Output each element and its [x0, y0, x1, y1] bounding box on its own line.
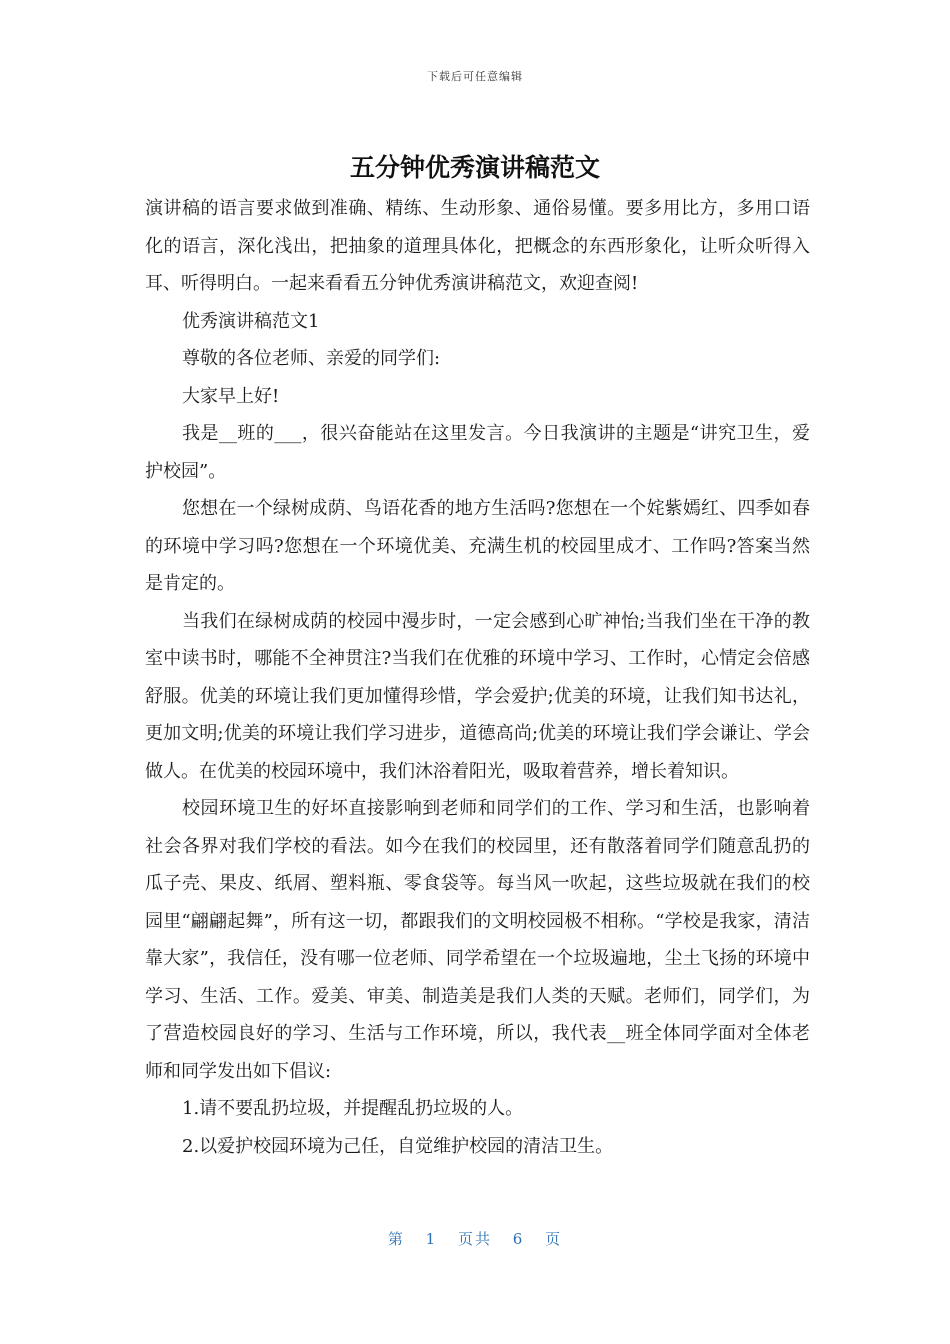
paragraph-questions: 您想在一个绿树成荫、鸟语花香的地方生活吗?您想在一个姹紫嫣红、四季如春的环境中学习吗?您想在一个环境优美、充满生机的校园里成才、工作吗?答案当然是肯定的。 [145, 498, 810, 594]
paragraph-proposal-1: 1.请不要乱扔垃圾，并提醒乱扔垃圾的人。 [182, 1098, 524, 1119]
paragraph-salutation: 尊敬的各位老师、亲爱的同学们: [182, 348, 441, 369]
paragraph-benefits: 当我们在绿树成荫的校园中漫步时，一定会感到心旷神怡;当我们坐在干净的教室中读书时，哪能不全神贯注?当我们在优雅的环境中学习、工作时，心情定会倍感舒服。优美的环境让我们更加懂得珍惜，学会爱护;优美的环境，让我们知书达礼，更加文明;优美的环境让我们学习进步，道德高尚;优美的环境让我们学会谦让、学会做人。在优美的校园环境中，我们沐浴着阳光，吸取着营养，增长着知识。 [145, 610, 810, 782]
paragraph-section-heading: 优秀演讲稿范文1 [182, 310, 320, 332]
page-number-footer: 第 1 页共 6 页 [387, 1230, 563, 1248]
header-note: 下载后可任意编辑 [427, 70, 523, 83]
document-title: 五分钟优秀演讲稿范文 [349, 153, 600, 182]
paragraph-greeting: 大家早上好! [182, 385, 280, 407]
paragraph-proposal-2: 2.以爱护校园环境为己任，自觉维护校园的清洁卫生。 [182, 1135, 614, 1157]
paragraph-problem: 校园环境卫生的好坏直接影响到老师和同学们的工作、学习和生活，也影响着社会各界对我们学校的看法。如今在我们的校园里，还有散落着同学们随意乱扔的瓜子壳、果皮、纸屑、塑料瓶、零食袋等。每当风一吹起，这些垃圾就在我们的校园里“翩翩起舞”，所有这一切，都跟我们的文明校园极不相称。“学校是我家，清洁靠大家”，我信任，没有哪一位老师、同学希望在一个垃圾遍地，尘土飞扬的环境中学习、生活、工作。爱美、审美、制造美是我们人类的天赋。老师们，同学们，为了营造校园良好的学习、生活与工作环境，所以，我代表__班全体同学面对全体老师和同学发出如下倡议: [145, 798, 810, 1082]
paragraph-self-intro: 我是__班的___，很兴奋能站在这里发言。今日我演讲的主题是“讲究卫生，爱护校园”。 [145, 423, 810, 482]
document-body [145, 190, 810, 1165]
paragraph-intro: 演讲稿的语言要求做到准确、精练、生动形象、通俗易懂。要多用比方，多用口语化的语言，深化浅出，把抽象的道理具体化，把概念的东西形象化，让听众听得入耳、听得明白。一起来看看五分钟优秀演讲稿范文，欢迎查阅! [145, 198, 810, 294]
